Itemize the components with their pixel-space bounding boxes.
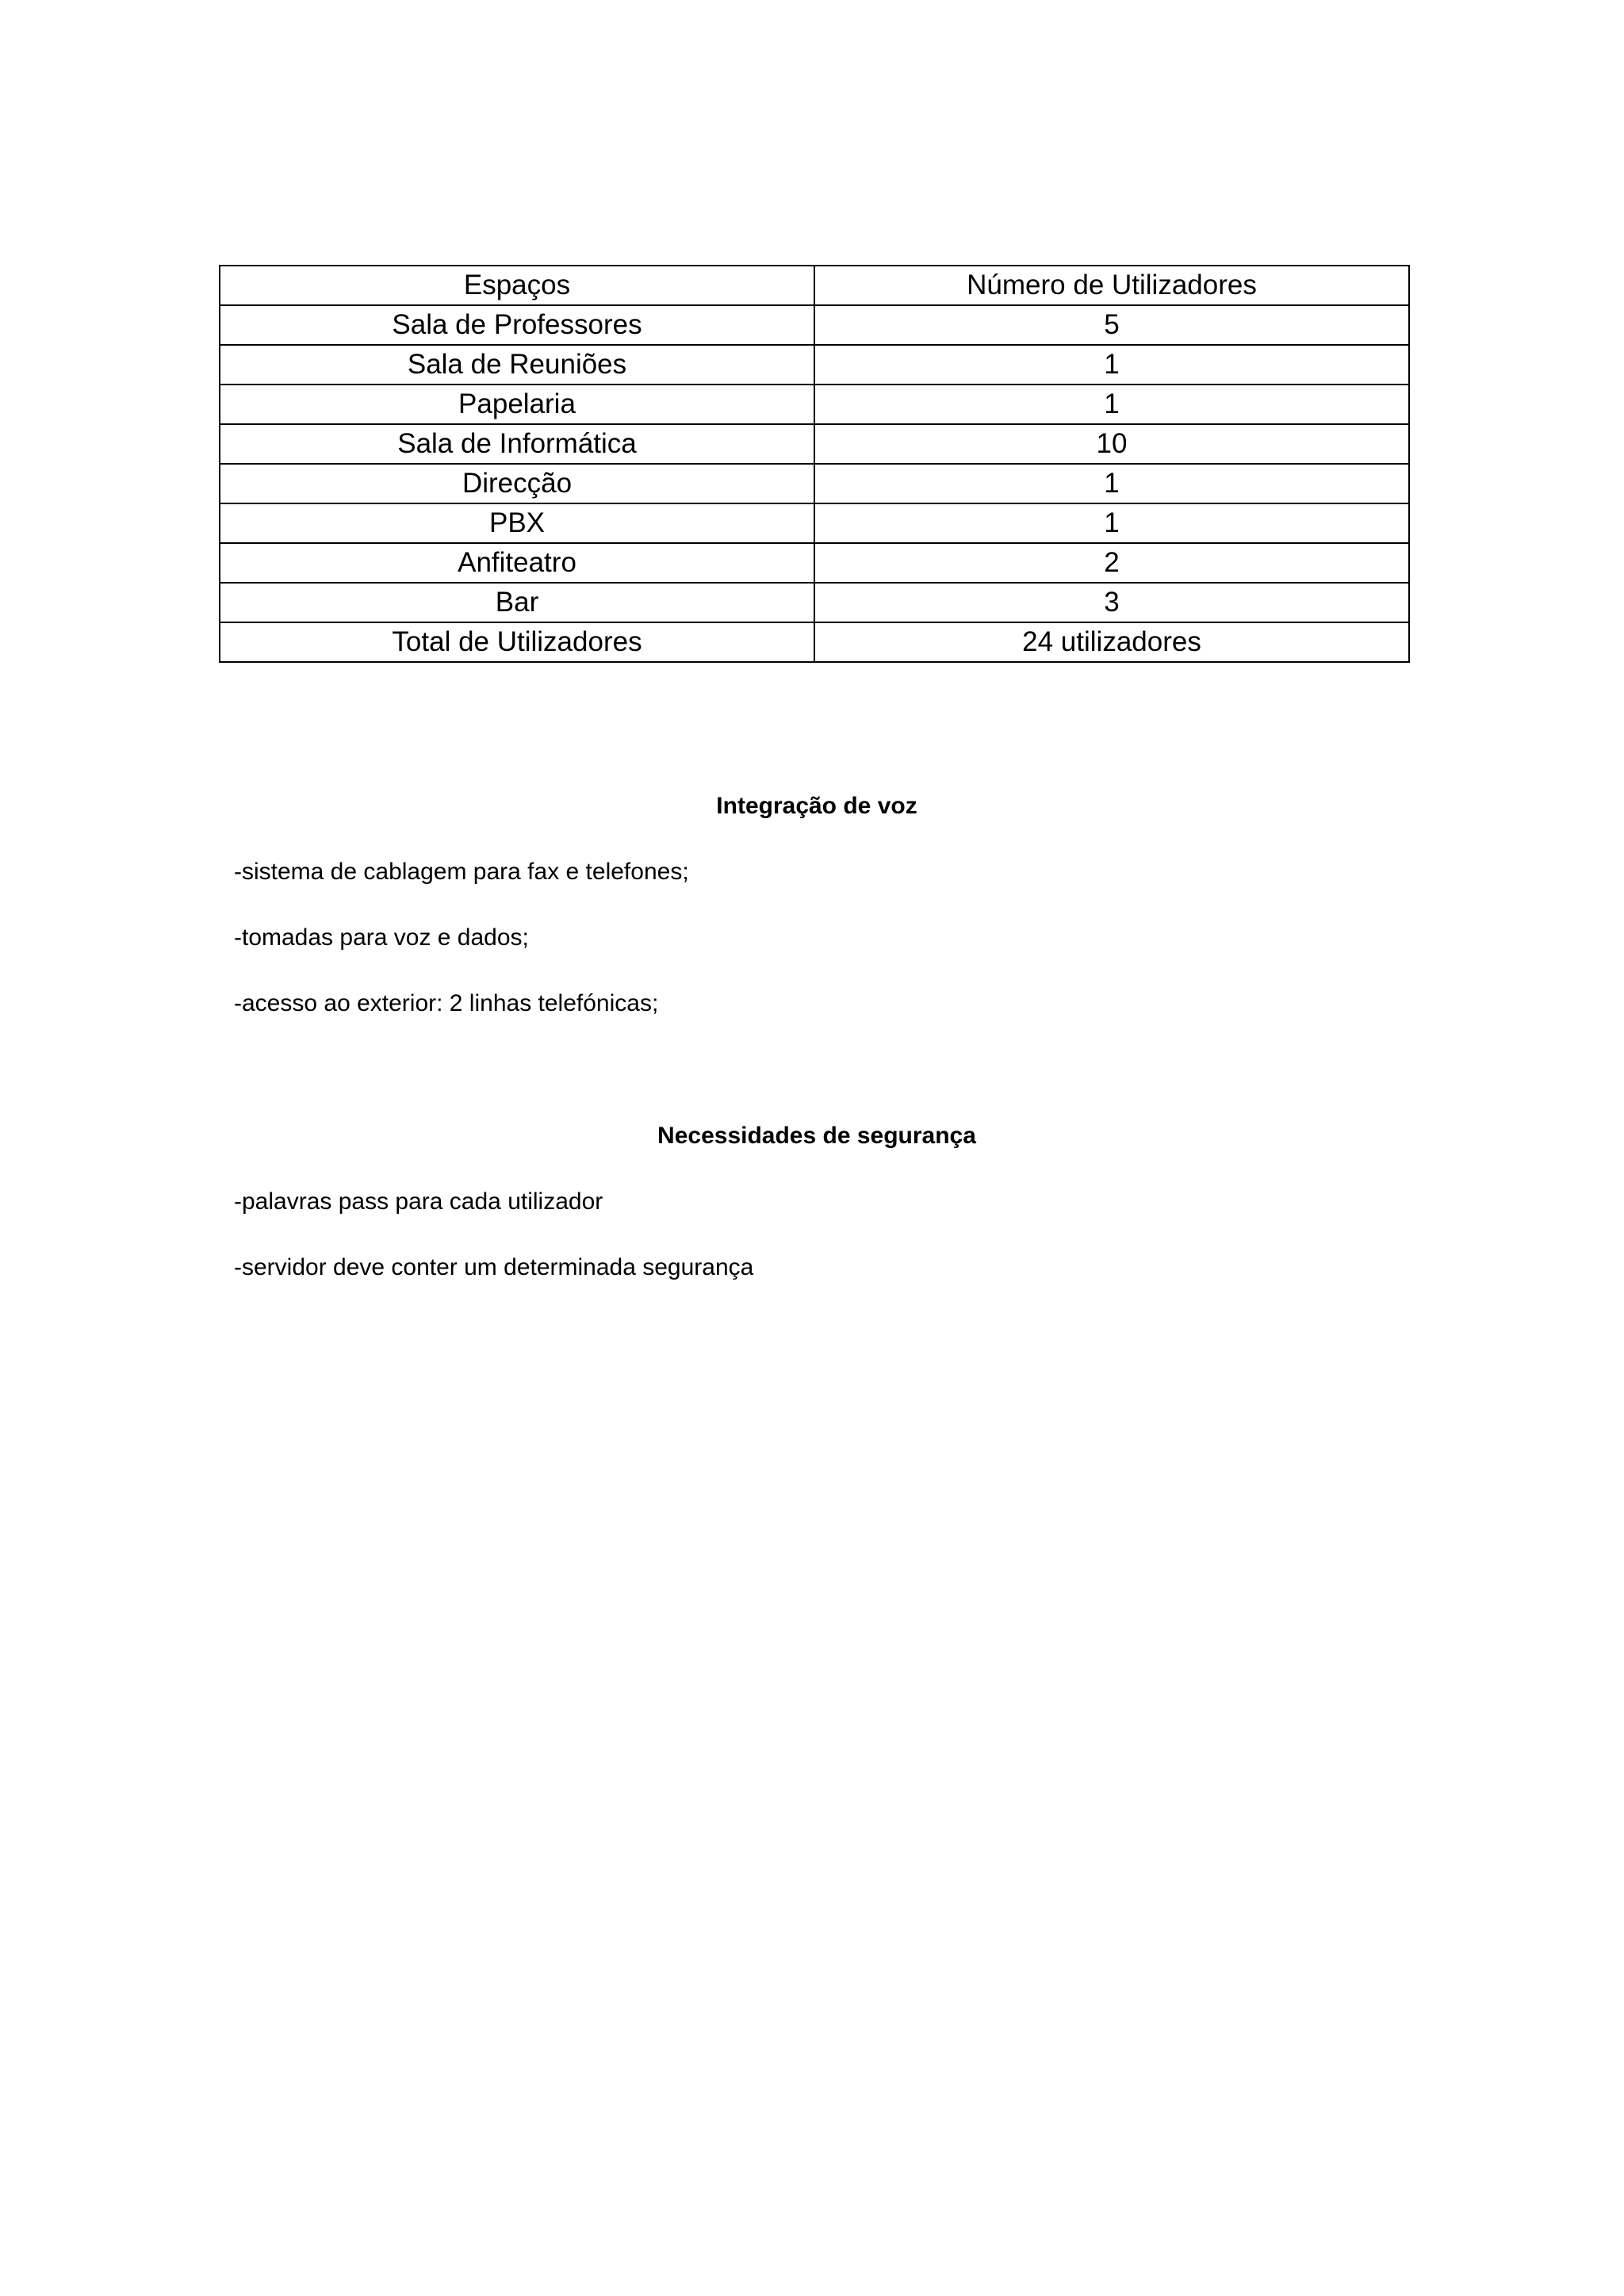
header-user-count: Número de Utilizadores bbox=[814, 266, 1409, 305]
table-header-row bbox=[220, 266, 1409, 305]
cell-space: Bar bbox=[220, 583, 814, 622]
table-row bbox=[220, 385, 1409, 424]
cell-count: 1 bbox=[814, 464, 1409, 503]
cell-space: Papelaria bbox=[220, 385, 814, 424]
list-item: -acesso ao exterior: 2 linhas telefónicas; bbox=[234, 990, 659, 1016]
table-row bbox=[220, 464, 1409, 503]
cell-space: PBX bbox=[220, 503, 814, 543]
cell-space: Sala de Reuniões bbox=[220, 345, 814, 385]
heading-voice-integration: Integração de voz bbox=[716, 793, 917, 819]
table-row bbox=[220, 543, 1409, 583]
cell-count: 3 bbox=[814, 583, 1409, 622]
cell-count: 10 bbox=[814, 424, 1409, 464]
table-total-row bbox=[220, 622, 1409, 662]
header-spaces: Espaços bbox=[220, 266, 814, 305]
cell-total-value: 24 utilizadores bbox=[814, 622, 1409, 662]
cell-count: 5 bbox=[814, 305, 1409, 345]
table-row bbox=[220, 424, 1409, 464]
users-per-space-table bbox=[219, 265, 1410, 663]
cell-space: Direcção bbox=[220, 464, 814, 503]
cell-count: 2 bbox=[814, 543, 1409, 583]
heading-security-needs: Necessidades de segurança bbox=[657, 1123, 976, 1149]
cell-space: Anfiteatro bbox=[220, 543, 814, 583]
cell-count: 1 bbox=[814, 345, 1409, 385]
table-row bbox=[220, 583, 1409, 622]
cell-space: Sala de Professores bbox=[220, 305, 814, 345]
table-row bbox=[220, 503, 1409, 543]
list-item: -sistema de cablagem para fax e telefones; bbox=[234, 859, 689, 885]
cell-count: 1 bbox=[814, 385, 1409, 424]
list-item: -palavras pass para cada utilizador bbox=[234, 1188, 603, 1215]
table-row bbox=[220, 305, 1409, 345]
cell-count: 1 bbox=[814, 503, 1409, 543]
table-row bbox=[220, 345, 1409, 385]
cell-total-label: Total de Utilizadores bbox=[220, 622, 814, 662]
list-item: -tomadas para voz e dados; bbox=[234, 924, 529, 951]
list-item: -servidor deve conter um determinada segurança bbox=[234, 1254, 754, 1280]
cell-space: Sala de Informática bbox=[220, 424, 814, 464]
